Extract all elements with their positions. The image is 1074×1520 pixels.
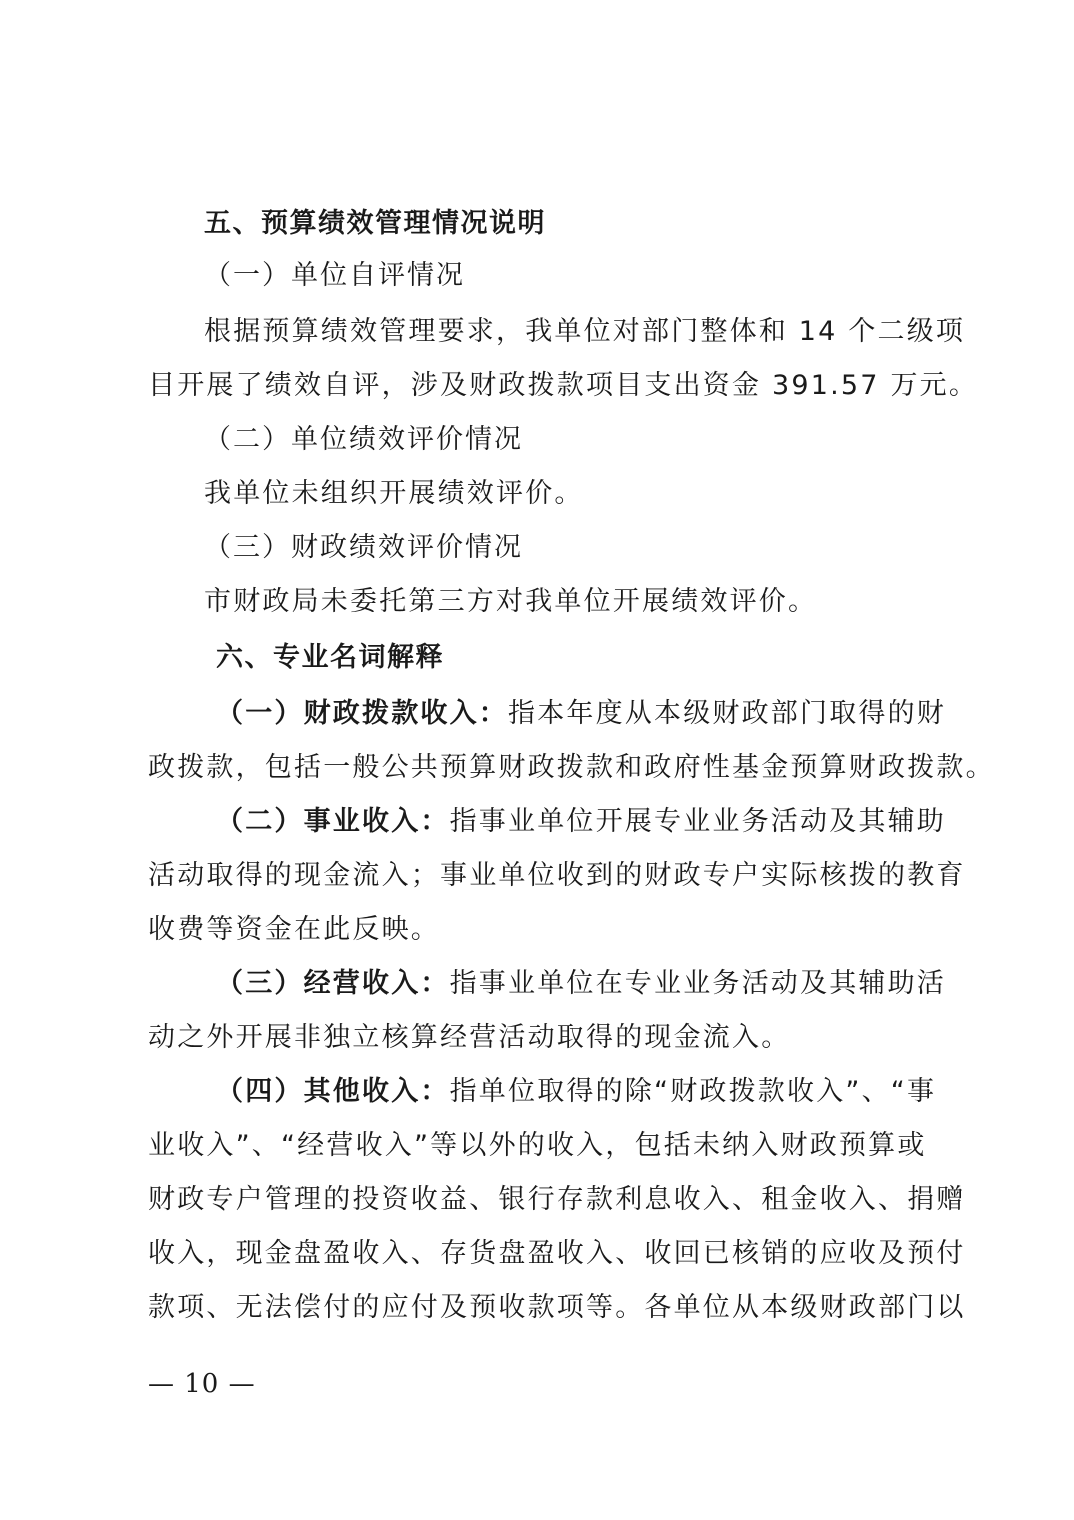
definition-4-line-5: 款项、无法偿付的应付及预收款项等。各单位从本级财政部门以: [148, 1292, 966, 1323]
definition-1-text: 指本年度从本级财政部门取得的财: [508, 698, 946, 729]
definition-4-line-1: [216, 1074, 1016, 1110]
definition-4-term: （四）其他收入：: [216, 1076, 450, 1107]
section-5-subheading-1: （一）单位自评情况: [204, 260, 465, 291]
section-5-paragraph-1-line-1: 根据预算绩效管理要求，我单位对部门整体和 14 个二级项: [204, 316, 966, 347]
section-5-paragraph-3: 市财政局未委托第三方对我单位开展绩效评价。: [204, 586, 818, 617]
definition-4-line-2: 业收入”、“经营收入”等以外的收入，包括未纳入财政预算或: [148, 1130, 927, 1161]
definition-1-line-1: [216, 696, 1016, 732]
definition-4-line-4: 收入，现金盘盈收入、存货盘盈收入、收回已核销的应收及预付: [148, 1238, 966, 1269]
definition-2-line-3: 收费等资金在此反映。: [148, 914, 440, 945]
section-6-heading: 六、专业名词解释: [216, 642, 444, 673]
definition-1-line-2: 政拨款，包括一般公共预算财政拨款和政府性基金预算财政拨款。: [148, 752, 995, 783]
definition-3-text: 指事业单位在专业业务活动及其辅助活: [449, 968, 947, 999]
section-5-subheading-2: （二）单位绩效评价情况: [204, 424, 523, 455]
definition-1-term: （一）财政拨款收入：: [216, 698, 508, 729]
section-5-subheading-3: （三）财政绩效评价情况: [204, 532, 523, 563]
page-number: — 10 —: [148, 1369, 256, 1399]
definition-2-line-2: 活动取得的现金流入；事业单位收到的财政专户实际核拨的教育: [148, 860, 966, 891]
definition-3-line-2: 动之外开展非独立核算经营活动取得的现金流入。: [148, 1022, 791, 1053]
definition-3-line-1: [216, 966, 1016, 1002]
definition-4-text: 指单位取得的除“财政拨款收入”、“事: [449, 1076, 937, 1107]
definition-3-term: （三）经营收入：: [216, 968, 450, 999]
section-5-paragraph-2: 我单位未组织开展绩效评价。: [204, 478, 584, 509]
definition-2-term: （二）事业收入：: [216, 806, 450, 837]
definition-4-line-3: 财政专户管理的投资收益、银行存款利息收入、租金收入、捐赠: [148, 1184, 966, 1215]
section-5-paragraph-1-line-2: 目开展了绩效自评，涉及财政拨款项目支出资金 391.57 万元。: [148, 370, 979, 401]
section-5-heading: 五、预算绩效管理情况说明: [204, 208, 546, 239]
definition-2-line-1: [216, 804, 1016, 840]
definition-2-text: 指事业单位开展专业业务活动及其辅助: [449, 806, 947, 837]
